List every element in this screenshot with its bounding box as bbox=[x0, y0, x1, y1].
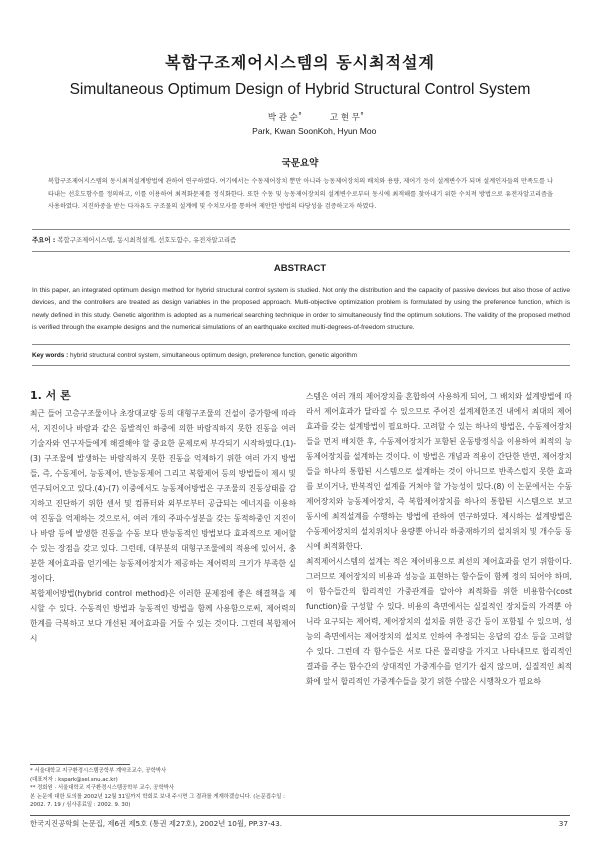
author-2 bbox=[312, 112, 382, 138]
page-number: 37 bbox=[558, 819, 568, 828]
korean-keywords bbox=[32, 235, 236, 246]
author-1-korean-name: 박 관 순˚ bbox=[267, 113, 303, 123]
footnote-divider bbox=[30, 764, 130, 765]
body-column-right: 스템은 여러 개의 제어장치를 혼합하여 사용하게 되어, 그 배치와 설계방법에 따라서 제어효과가 달라질 수 있으므로 주어진 설계제한조건 내에서 최대의 제어효과를 갖는 설계방법이 필요하다. 고려할 수 있는 하나의 방법은, 수동제어장치들을 먼저 배치한 후, 수동제어장치가 포함된 운동방정식을 이용하여 최적의 능동제어장치를 설계하는 것이다. 이 방법은 개념과 적용이 간단한 반면, 제어장치들을 하나의 통합된 시스템으로 설계하는 것이 아니므로 반족스럽지 못한 효과를 보이거나, 반복적인 설계를 거쳐야 할 가능성이 있다.(8) 이 논문에서는 수동제어장치와 능동제어장치, 즉 복합제어장치를 하나의 통합된 시스템으로 보고 동시에 최적설계를 수행하는 방법에 관하여 연구하였다. 제시하는 설계방법은 수동제어장치의 설치위치나 용량뿐 아니라 하중재하기의 설치위치 및 개수등 동시에 최적화한다. 최적제어시스템의 설계는 적은 제어비용으로 최선의 제어효과를 얻기 위함이다. 그러므로 제어장치의 비용과 성능을 표현하는 함수들이 함께 정의 되어야 하며, 이 함수들간의 합리적인 가중관계를 알아야 최적화를 위한 비용함수(cost function)를 구성할 수 있다. 비용의 측면에서는 실질적인 장치들의 가격뿐 아니라 요구되는 제어력, 제어장치의 설치를 위한 공간 등이 포함될 수 있으며, 성능의 측면에서는 제어장치의 설치로 인하여 추정되는 응답의 감소 등을 고려할 수 있다. 그런데 각 함수들은 서로 다른 물리량을 가지고 나타내므로 합리적인 결과를 주는 함수간의 상대적인 가중계수를 얻기가 쉽지 않으며, 실질적인 최적화에 앞서 합리적인 가중계수들을 찾기 위한 수많은 시행착오가 필요하 bbox=[306, 392, 572, 686]
english-keywords bbox=[32, 350, 357, 361]
divider bbox=[32, 251, 570, 252]
body-column-left: 최근 들어 고층구조물이나 초장대교량 등의 대형구조물의 건설이 증가함에 따라서, 지진이나 바람과 같은 돌발적인 하중에 의한 바람직하지 못한 진동을 여러 기술자와 연구자들에게 해결해야 할 중요한 문제로써 부각되기 시작하였다.(1)-(3) 구조물에 발생하는 바람직하지 못한 진동을 억제하기 위한 여러 가지 방법들, 즉, 수동제어, 능동제어, 반능동제어 그리고 복합제어 등의 방법들이 제시 및 연구되어오고 있다.(4)-(7) 이중에서도 능동제어방법은 구조물의 진동상태를 감지하고 진단하기 위한 센서 및 컴퓨터와 외부로부터 공급되는 에너지를 이용하여 진동을 억제하는 것으로서, 여러 개의 주파수성분을 갖는 동적하중인 지진이나 바람 등에 발생한 진동을 수동 보다 반능동적인 방법보다 효과적으로 제어할 수 있는 장점을 갖고 있다. 그런데, 대부분의 대형구조물에의 적용에 있어서, 충분한 제어효과를 얻기에는 능동제어장치가 제공하는 제어력의 크기가 부족한 실정이다. 복합제어방법(hybrid control method)은 이러한 문제점에 좋은 해결책을 제시할 수 있다. 수동적인 방법과 능동적인 방법을 함께 사용함으로써, 제어력의 한계를 극복하고 보다 개선된 제어효과를 거둘 수 있는 것이다. 그런데 복합제어시 bbox=[30, 409, 296, 643]
divider bbox=[32, 365, 570, 366]
footnote: * 서울대학교 지구환경시스템공학부 계약조교수, 공학박사 (대표저자 : kspark@sel.snu.ac.kr) ** 정회원 · 서울대학교 지구환경시스템공학부 교수, 공학박사 본 논문에 대한 토의를 2002년 12월 31일까지 학회로 보내 주시면 그 결과를 게재하겠습니다. (논문접수일 : 2002. 7. 19 / 심사종료일 : 2002. 9. 30) bbox=[30, 768, 285, 808]
author-2-korean-name: 고 현 무˚ bbox=[329, 113, 365, 123]
english-abstract-text: In this paper, an integrated optimum design method for hybrid structural control system is studied. Not only the distribution and the capacity of passive devices but also those of active devices, and the controllers are treated as design variables in the proposed approach. Multi-objective optimization problem is formulated by using the preference function, which is newly defined in this study. Genetic algorithm is adopted as a numerical searching technique in order to simultaneously find the optimum solutions. The validity of the proposed method is verified through the example designs and the numerical simulations of an earthquake excited multi-degrees-of-freedom structure. bbox=[32, 287, 570, 331]
author-2-english-name: Koh, Hyun Moo bbox=[317, 126, 377, 136]
author-1 bbox=[250, 112, 320, 138]
korean-abstract-text: 복합구조제어시스템의 동시최적설계방법에 관하여 연구하였다. 여기에서는 수동제어장치 뿐만 아니라 능동제어장치의 배치와 용량, 제어기 등이 설계변수가 되며 설계인자들의 만족도를 나타내는 선호도함수를 정의하고, 이를 이용하여 최적화문제를 정식화한다. 또한 수동 및 능동제어장치의 설계변수로부터 동시에 최적해를 찾아내기 위한 수치적 방법으로 유전자알고리즘을 사용하였다. 지진하중을 받는 다자유도 구조물의 설계예 및 수치모사를 통하여 제안한 방법의 타당성을 검증하고자 하였다. bbox=[48, 178, 553, 210]
english-keywords-label: Key words : bbox=[32, 352, 69, 359]
korean-keywords-text: 복합구조제어시스템, 동시최적설계, 선호도함수, 유전자알고리즘 bbox=[57, 236, 237, 244]
section-1-heading: 1. 서 론 bbox=[30, 389, 71, 402]
journal-citation: 한국지진공학회 논문집, 제6권 제5호 (통권 제27호), 2002년 10월, PP.37-43. bbox=[30, 819, 283, 828]
divider bbox=[32, 344, 570, 345]
korean-keywords-label: 주요어 : bbox=[32, 236, 56, 244]
english-abstract-heading: ABSTRACT bbox=[273, 263, 327, 274]
footer-divider bbox=[30, 815, 570, 816]
english-keywords-text: hybrid structural control system, simultaneous optimum design, preference function, genetic algorithm bbox=[70, 352, 358, 359]
korean-title: 복합구조제어시스템의 동시최적설계 bbox=[165, 53, 435, 72]
author-1-english-name: Park, Kwan Soon bbox=[252, 126, 318, 136]
divider bbox=[32, 229, 570, 230]
korean-abstract-heading: 국문요약 bbox=[281, 158, 319, 169]
english-title: Simultaneous Optimum Design of Hybrid Structural Control System bbox=[69, 81, 531, 98]
